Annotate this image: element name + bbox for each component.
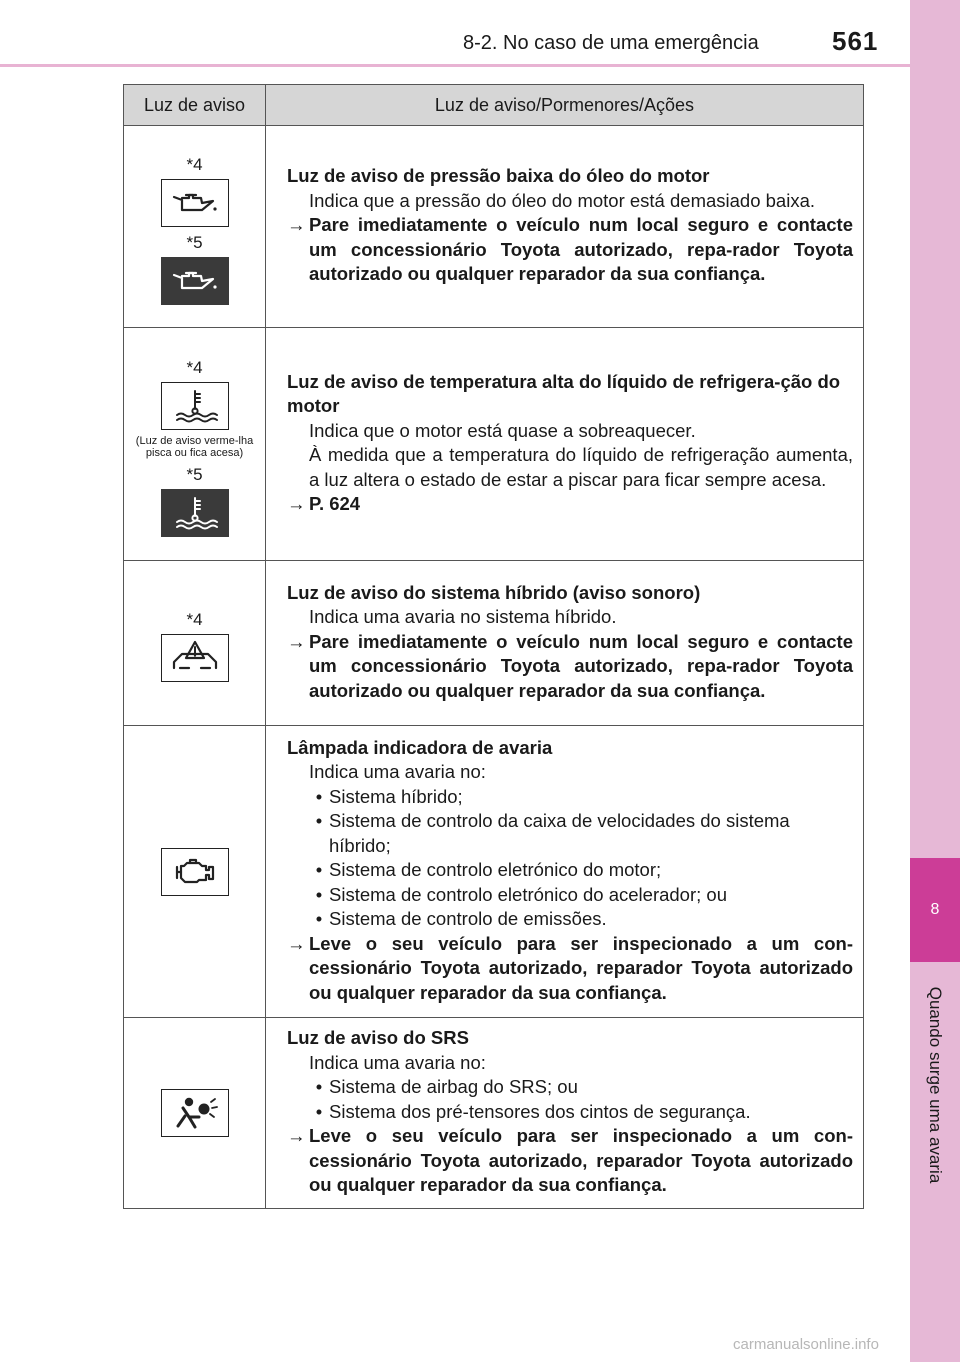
- item-text: À medida que a temperatura do líquido de refrigeração aumenta, a luz altera o estado de estar a piscar para ficar sempre acesa.: [309, 444, 853, 490]
- item-action: → Leve o seu veículo para ser inspecionado a um con-cessionário Toyota autorizado, reparador Toyota autorizado ou qualquer reparador da sua confiança.: [287, 1125, 853, 1195]
- description-cell: [266, 328, 864, 561]
- coolant-temperature-icon: [169, 494, 221, 532]
- list-item: • Sistema de controlo eletrónico do acelerador; ou: [315, 883, 727, 905]
- coolant-temp-warning-icon-dark: [161, 489, 229, 537]
- oil-can-icon: [169, 262, 221, 300]
- oil-can-icon: [169, 184, 221, 222]
- table-row: [124, 561, 864, 726]
- page-number: 561: [832, 26, 879, 56]
- malfunction-indicator-light: [161, 848, 229, 896]
- list-item: • Sistema de controlo da caixa de velocidades do sistema híbrido;: [315, 810, 790, 856]
- description-cell: [266, 726, 864, 1018]
- item-title: Luz de aviso do SRS: [287, 1027, 469, 1048]
- header-rule: [0, 64, 910, 67]
- description-cell: [266, 126, 864, 328]
- coolant-temp-warning-icon: [161, 382, 229, 430]
- list-item: • Sistema de controlo de emissões.: [315, 908, 607, 930]
- section-title: 8-2. No caso de uma emergência: [463, 32, 759, 54]
- item-title: Luz de aviso de pressão baixa do óleo do motor: [287, 165, 710, 187]
- item-title: Luz de aviso do sistema híbrido (aviso sonoro): [287, 581, 701, 603]
- item-action: → Pare imediatamente o veículo num local seguro e contacte um concessionário Toyota autorizado, repa-rador Toyota autorizado ou qualquer reparador da sua confiança.: [287, 630, 853, 701]
- item-action: → Leve o seu veículo para ser inspecionado a um con-cessionário Toyota autorizado, reparador Toyota autorizado ou qualquer reparador da sua confiança.: [287, 932, 853, 1003]
- icon-cell: [124, 328, 266, 561]
- item-text: Indica uma avaria no sistema híbrido.: [309, 606, 617, 628]
- footnote-mark: *4: [186, 154, 203, 174]
- srs-warning-light: [161, 1089, 229, 1137]
- list-item: • Sistema híbrido;: [315, 785, 463, 807]
- watermark: carmanualsonline.info: [733, 1336, 879, 1353]
- page-reference-link[interactable]: → P. 624: [287, 493, 361, 514]
- icon-cell: [124, 1018, 266, 1209]
- footnote-mark: *5: [186, 232, 203, 252]
- description-cell: [266, 1018, 864, 1209]
- column-header-details: Luz de aviso/Pormenores/Ações: [266, 85, 864, 126]
- chapter-number-tab[interactable]: 8: [910, 858, 960, 962]
- srs-airbag-icon: [169, 1094, 221, 1132]
- item-title: Luz de aviso de temperatura alta do líquido de refrigera-ção do motor: [287, 370, 841, 416]
- item-text: Indica uma avaria no:: [309, 1051, 486, 1073]
- icon-cell: [124, 126, 266, 328]
- footnote-mark: *4: [186, 357, 203, 377]
- item-text: Indica que o motor está quase a sobreaquecer.: [309, 419, 696, 441]
- table-row: [124, 126, 864, 328]
- item-text: Indica que a pressão do óleo do motor está demasiado baixa.: [309, 189, 815, 211]
- warning-lights-table: [123, 84, 864, 1209]
- chapter-title: Quando surge uma avaria: [926, 986, 945, 1184]
- item-title: Lâmpada indicadora de avaria: [287, 736, 553, 758]
- footnote-mark: *4: [186, 610, 203, 629]
- list-item: • Sistema de controlo eletrónico do motor;: [315, 859, 662, 881]
- item-text: Indica uma avaria no:: [309, 761, 486, 783]
- hybrid-system-warning-icon: [169, 639, 221, 677]
- coolant-temperature-icon: [169, 387, 221, 425]
- icon-cell: [124, 726, 266, 1018]
- icon-cell: [124, 561, 266, 726]
- table-header-row: [124, 85, 864, 126]
- hybrid-system-warning-light: [161, 634, 229, 682]
- list-item: • Sistema dos pré-tensores dos cintos de segurança.: [315, 1100, 751, 1122]
- icon-caption: (Luz de aviso verme-lha pisca ou fica acesa): [135, 434, 254, 459]
- description-cell: [266, 561, 864, 726]
- oil-pressure-warning-icon-dark: [161, 257, 229, 305]
- column-header-warning-light: Luz de aviso: [124, 85, 266, 126]
- list-item: • Sistema de airbag do SRS; ou: [315, 1076, 578, 1097]
- footnote-mark: *5: [186, 464, 203, 484]
- table-row: [124, 726, 864, 1018]
- table-row: [124, 1018, 864, 1209]
- item-action: → Pare imediatamente o veículo num local seguro e contacte um concessionário Toyota autorizado, repa-rador Toyota autorizado ou qualquer reparador da sua confiança.: [287, 214, 853, 285]
- oil-pressure-warning-icon: [161, 179, 229, 227]
- table-row: [124, 328, 864, 561]
- check-engine-icon: [169, 853, 221, 891]
